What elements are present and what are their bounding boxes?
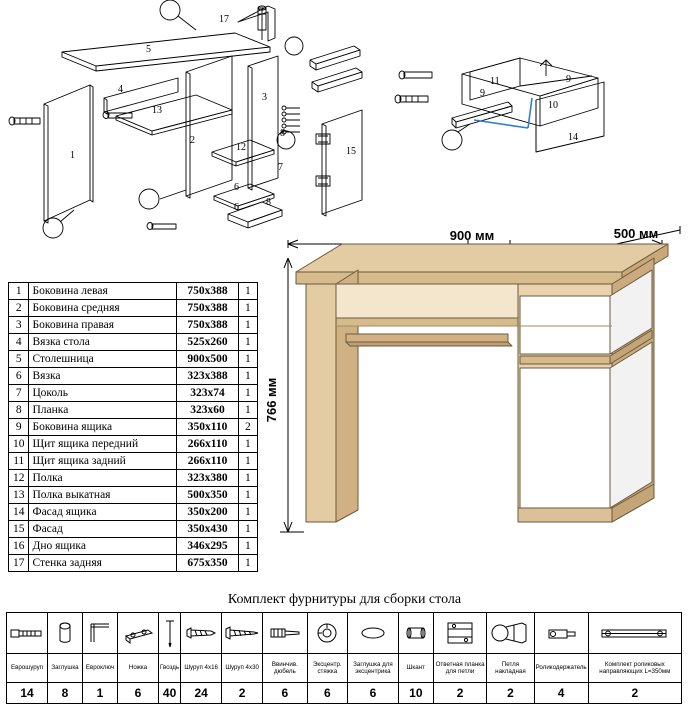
- part-dimension: 675х350: [177, 555, 238, 572]
- svg-text:11: 11: [490, 76, 500, 87]
- part-quantity: 1: [238, 317, 257, 334]
- hardware-count: 6: [118, 683, 159, 704]
- part-dimension: 525х260: [177, 334, 238, 351]
- hardware-label: Заглушка для эксцентрика: [348, 654, 399, 683]
- hardware-label: Ответная планка для петли: [433, 654, 486, 683]
- part-name: Щит ящика задний: [29, 453, 177, 470]
- hardware-label: Еврошуруп: [7, 654, 48, 683]
- hardware-label: Шуруп 4х30: [222, 654, 263, 683]
- part-name: Вязка стола: [29, 334, 177, 351]
- part-name: Стенка задняя: [29, 555, 177, 572]
- table-row: [9, 368, 258, 385]
- hardware-kit-title: Комплект фурнитуры для сборки стола: [227, 592, 462, 607]
- part-number: 10: [9, 436, 29, 453]
- hardware-count: 8: [48, 683, 83, 704]
- svg-text:9: 9: [566, 74, 571, 85]
- parts-list-table: [8, 282, 258, 572]
- nail-icon: [159, 613, 181, 654]
- table-row: [9, 538, 258, 555]
- part-number: 14: [9, 504, 29, 521]
- part-dimension: 350х200: [177, 504, 238, 521]
- table-row: [9, 470, 258, 487]
- part-dimension: 323х74: [177, 385, 238, 402]
- part-dimension: 350х430: [177, 521, 238, 538]
- part-quantity: 1: [238, 402, 257, 419]
- svg-text:13: 13: [152, 105, 162, 116]
- table-row: [9, 317, 258, 334]
- eccentric-cap-icon: [348, 613, 399, 654]
- table-row: [9, 521, 258, 538]
- svg-text:7: 7: [278, 162, 283, 173]
- hardware-count: 2: [222, 683, 263, 704]
- hardware-count: 2: [588, 683, 681, 704]
- foot-icon: [118, 613, 159, 654]
- part-name: Щит ящика передний: [29, 436, 177, 453]
- hardware-count: 2: [433, 683, 486, 704]
- desk-depth-dimension: 500 мм: [613, 226, 659, 241]
- hardware-label: Ножка: [118, 654, 159, 683]
- part-name: Боковина правая: [29, 317, 177, 334]
- table-row: [9, 504, 258, 521]
- svg-text:12: 12: [236, 142, 246, 153]
- part-quantity: 1: [238, 436, 257, 453]
- part-number: 1: [9, 283, 29, 300]
- svg-text:4: 4: [118, 84, 123, 95]
- table-row: [9, 283, 258, 300]
- part-number: 7: [9, 385, 29, 402]
- part-quantity: 1: [238, 504, 257, 521]
- hardware-count: 24: [181, 683, 222, 704]
- hardware-count: 2: [487, 683, 534, 704]
- svg-text:9: 9: [480, 88, 485, 99]
- svg-text:8: 8: [280, 128, 285, 139]
- part-dimension: 266х110: [177, 436, 238, 453]
- part-name: Боковина средняя: [29, 300, 177, 317]
- svg-text:10: 10: [548, 100, 558, 111]
- part-number: 4: [9, 334, 29, 351]
- part-name: Фасад: [29, 521, 177, 538]
- table-row: [9, 419, 258, 436]
- hardware-count: 1: [83, 683, 118, 704]
- part-number: 16: [9, 538, 29, 555]
- hardware-kit-table: [6, 612, 682, 704]
- part-dimension: 750х388: [177, 283, 238, 300]
- part-name: Полка: [29, 470, 177, 487]
- part-number: 15: [9, 521, 29, 538]
- table-row: [9, 385, 258, 402]
- cap-icon: [48, 613, 83, 654]
- hinge-icon: [487, 613, 534, 654]
- assembled-desk-drawing: [262, 222, 686, 567]
- euro-screw-icon: [7, 613, 48, 654]
- svg-text:17: 17: [219, 14, 229, 25]
- part-name: Боковина левая: [29, 283, 177, 300]
- table-row: [9, 334, 258, 351]
- hardware-label: Шуруп 4х16: [181, 654, 222, 683]
- part-quantity: 1: [238, 334, 257, 351]
- part-dimension: 323х60: [177, 402, 238, 419]
- part-dimension: 750х388: [177, 317, 238, 334]
- part-quantity: 2: [238, 419, 257, 436]
- part-name: Дно ящика: [29, 538, 177, 555]
- part-dimension: 346х295: [177, 538, 238, 555]
- part-name: Цоколь: [29, 385, 177, 402]
- svg-text:5: 5: [146, 44, 151, 55]
- part-name: Боковина ящика: [29, 419, 177, 436]
- part-quantity: 1: [238, 300, 257, 317]
- desk-height-dimension: 766 мм: [264, 377, 279, 423]
- part-quantity: 1: [238, 487, 257, 504]
- screw-4x16-icon: [181, 613, 222, 654]
- part-number: 8: [9, 402, 29, 419]
- svg-text:15: 15: [346, 146, 356, 157]
- exploded-assembly-diagram: [0, 0, 689, 245]
- part-quantity: 1: [238, 453, 257, 470]
- table-row: [9, 487, 258, 504]
- svg-text:8: 8: [266, 197, 271, 208]
- part-number: 6: [9, 368, 29, 385]
- hardware-label: Петля накладная: [487, 654, 534, 683]
- part-dimension: 350х110: [177, 419, 238, 436]
- euro-key-icon: [83, 613, 118, 654]
- svg-text:6: 6: [234, 202, 239, 213]
- hardware-label: Роликодержатель: [534, 654, 588, 683]
- part-quantity: 1: [238, 283, 257, 300]
- part-quantity: 1: [238, 521, 257, 538]
- roller-holder-icon: [534, 613, 588, 654]
- hardware-count: 6: [263, 683, 307, 704]
- svg-text:2: 2: [190, 135, 195, 146]
- part-number: 9: [9, 419, 29, 436]
- part-quantity: 1: [238, 470, 257, 487]
- part-number: 11: [9, 453, 29, 470]
- table-row: [9, 402, 258, 419]
- hardware-label: Евроключ: [83, 654, 118, 683]
- hinge-plate-icon: [433, 613, 486, 654]
- table-row: [9, 453, 258, 470]
- table-row: [9, 555, 258, 572]
- dowel-screw-icon: [263, 613, 307, 654]
- part-number: 17: [9, 555, 29, 572]
- part-dimension: 323х380: [177, 470, 238, 487]
- hardware-label: Комплект роликовых направляющих L=350мм: [588, 654, 681, 683]
- hardware-label: Шкант: [398, 654, 433, 683]
- part-number: 3: [9, 317, 29, 334]
- screw-4x30-icon: [222, 613, 263, 654]
- part-number: 13: [9, 487, 29, 504]
- hardware-label: Ввинчив. дюбель: [263, 654, 307, 683]
- part-dimension: 500х350: [177, 487, 238, 504]
- slide-set-icon: [588, 613, 681, 654]
- svg-text:6: 6: [234, 182, 239, 193]
- svg-text:1: 1: [70, 150, 75, 161]
- part-dimension: 266х110: [177, 453, 238, 470]
- hardware-count: 6: [307, 683, 347, 704]
- table-row: [9, 300, 258, 317]
- part-dimension: 750х388: [177, 300, 238, 317]
- part-name: Полка выкатная: [29, 487, 177, 504]
- svg-text:14: 14: [568, 132, 578, 143]
- hardware-count: 14: [7, 683, 48, 704]
- part-quantity: 1: [238, 385, 257, 402]
- hardware-count: 40: [159, 683, 181, 704]
- part-number: 2: [9, 300, 29, 317]
- hardware-count: 4: [534, 683, 588, 704]
- hardware-label: Эксцентр. стяжка: [307, 654, 347, 683]
- part-name: Столешница: [29, 351, 177, 368]
- table-row: [9, 351, 258, 368]
- part-quantity: 1: [238, 368, 257, 385]
- desk-width-dimension: 900 мм: [449, 228, 495, 243]
- part-number: 5: [9, 351, 29, 368]
- part-name: Планка: [29, 402, 177, 419]
- part-quantity: 1: [238, 538, 257, 555]
- dowel-icon: [398, 613, 433, 654]
- hardware-count: 10: [398, 683, 433, 704]
- part-number: 12: [9, 470, 29, 487]
- hardware-label: Заглушка: [48, 654, 83, 683]
- part-name: Фасад ящика: [29, 504, 177, 521]
- hardware-label: Гвоздь: [159, 654, 181, 683]
- table-row: [9, 436, 258, 453]
- svg-text:3: 3: [262, 92, 267, 103]
- part-dimension: 900х500: [177, 351, 238, 368]
- part-quantity: 1: [238, 351, 257, 368]
- part-name: Вязка: [29, 368, 177, 385]
- part-quantity: 1: [238, 555, 257, 572]
- eccentric-tie-icon: [307, 613, 347, 654]
- part-dimension: 323х388: [177, 368, 238, 385]
- hardware-count: 6: [348, 683, 399, 704]
